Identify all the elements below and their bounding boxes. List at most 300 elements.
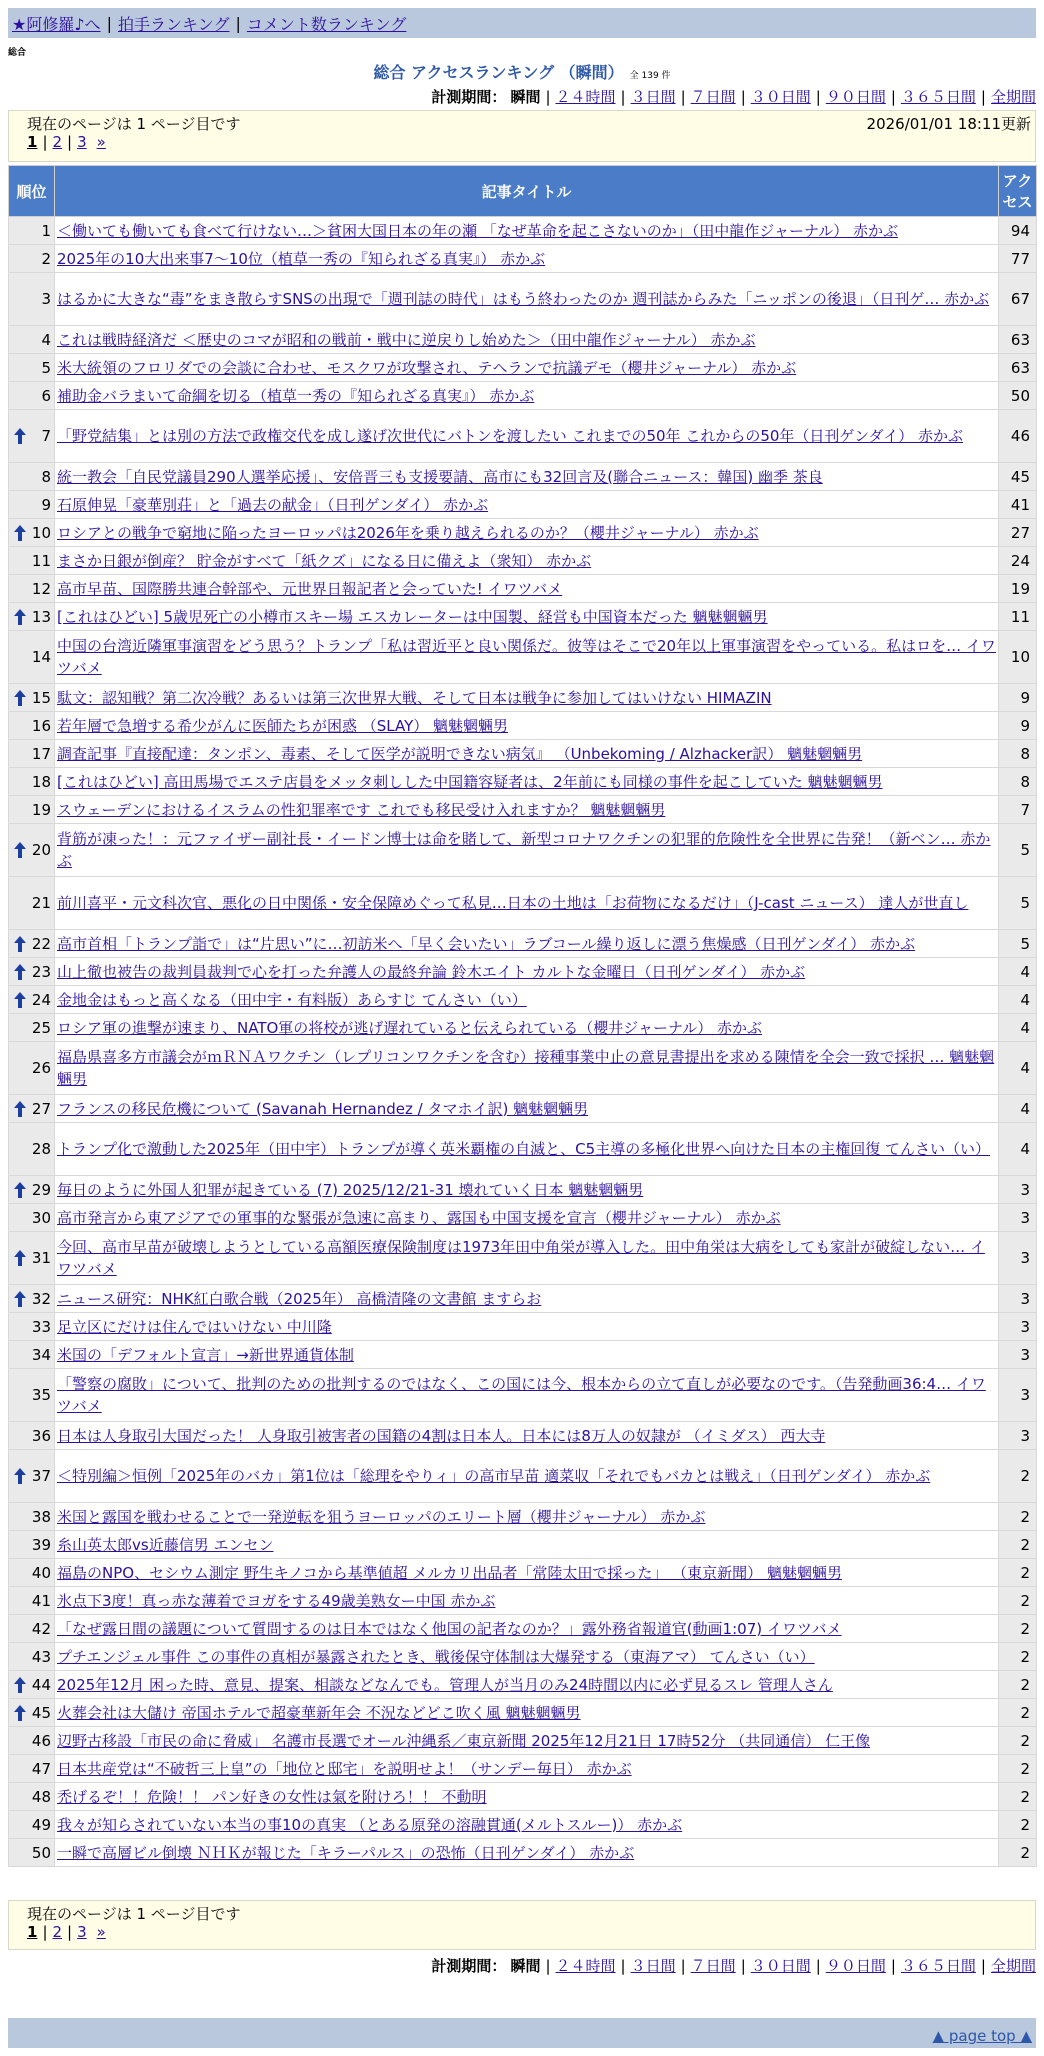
table-row [9, 519, 1037, 547]
period-link[interactable]: 全期間 [990, 88, 1036, 106]
title-cell [55, 1559, 999, 1587]
rank-number: 48 [31, 1787, 51, 1806]
period-link[interactable]: ９０日間 [825, 1957, 886, 1975]
access-count: 2 [999, 1755, 1037, 1783]
period-link[interactable]: ３０日間 [750, 88, 811, 106]
article-link[interactable]: プチエンジェル事件 この事件の真相が暴露されたとき、戦後保守体制は大爆発する（東海アマ） てんさい（い） [57, 1647, 815, 1666]
article-link[interactable]: ロシアとの戦争で窮地に陥ったヨーロッパは2026年を乗り越えられるのか？（櫻井ジャーナル） 赤かぶ [57, 523, 759, 542]
access-count: 3 [999, 1204, 1037, 1232]
rank-number: 35 [31, 1386, 51, 1404]
table-row [9, 217, 1037, 245]
table-row [9, 1839, 1037, 1867]
article-link[interactable]: 若年層で急増する希少がんに医師たちが困惑 （SLAY） 魑魅魍魎男 [57, 716, 509, 735]
article-link[interactable]: はるかに大きな“毒”をまき散らすSNSの出現で「週刊誌の時代」はもう終わったのか 週刊誌からみた「ニッポンの後退」（日刊ゲ… 赤かぶ [57, 290, 990, 308]
rank-up-arrow-icon [14, 1705, 26, 1721]
table-row [9, 1811, 1037, 1839]
title-cell [55, 1369, 999, 1422]
access-count: 77 [999, 245, 1037, 273]
rank-number: 6 [41, 386, 51, 405]
table-row [9, 1559, 1037, 1587]
period-label: 計測期間： [431, 1957, 507, 1975]
access-count: 2 [999, 1839, 1037, 1867]
title-cell [55, 273, 999, 326]
table-row [9, 740, 1037, 768]
applause-ranking-link[interactable]: 拍手ランキング [117, 14, 230, 34]
title-cell [55, 824, 999, 877]
period-link[interactable]: 全期間 [990, 1957, 1036, 1975]
article-link[interactable]: 「警察の腐敗」について、批判のための批判するのではなく、この国には今、根本からの立て直しが必要なのです。（告発動画36:4… イワツバメ [57, 1375, 986, 1415]
article-link[interactable]: 足立区にだけは住んではいけない 中川隆 [57, 1317, 332, 1336]
article-link[interactable]: ニュース研究：NHK紅白歌合戦（2025年） 高橋清隆の文書館 ますらお [57, 1289, 542, 1308]
title-cell [55, 519, 999, 547]
article-link[interactable]: ＜働いても働いても食べて行けない…＞貧困大国日本の年の瀬 「なぜ革命を起こさないのか」（田中龍作ジャーナル） 赤かぶ [57, 221, 898, 240]
access-count: 45 [999, 463, 1037, 491]
rank-up-arrow-icon [14, 1468, 26, 1484]
separator: | [545, 1957, 551, 1975]
rank-cell [9, 1204, 55, 1232]
title-cell [55, 986, 999, 1014]
rank-cell [9, 930, 55, 958]
period-link[interactable]: ７日間 [690, 88, 736, 106]
next-page-link[interactable]: » [96, 133, 106, 151]
title-cell [55, 1839, 999, 1867]
article-link[interactable]: 高市発言から東アジアでの軍事的な緊張が急速に高まり、露国も中国支援を宣言（櫻井ジャーナル） 赤かぶ [57, 1208, 781, 1227]
current-page-text: 現在のページは 1 ページ目です [27, 115, 241, 133]
rank-number: 18 [31, 772, 51, 791]
top-navigation [8, 8, 1036, 38]
article-link[interactable]: スウェーデンにおけるイスラムの性犯罪率です これでも移民受け入れますか？ 魑魅魍魎男 [57, 800, 666, 819]
article-link[interactable]: ＜特別編＞恒例「2025年のバカ」第1位は「総理をやりィ」の高市早苗 適菜収「それでもバカとは戦え」（日刊ゲンダイ） 赤かぶ [57, 1467, 931, 1485]
rank-up-arrow-icon [14, 964, 26, 980]
rank-number: 4 [41, 330, 51, 349]
access-count: 2 [999, 1671, 1037, 1699]
table-row [9, 1285, 1037, 1313]
article-link[interactable]: 米国と露国を戦わせることで一発逆転を狙うヨーロッパのエリート層（櫻井ジャーナル） 赤かぶ [57, 1507, 706, 1526]
article-link[interactable]: 米大統領のフロリダでの会談に合わせ、モスクワが攻撃され、テヘランで抗議デモ（櫻井ジャーナル） 赤かぶ [57, 358, 797, 377]
title-cell [55, 1450, 999, 1503]
rank-cell [9, 631, 55, 684]
table-row [9, 1783, 1037, 1811]
rank-cell [9, 410, 55, 463]
access-count: 2 [999, 1615, 1037, 1643]
separator: | [42, 133, 48, 151]
separator: | [545, 88, 551, 106]
rank-number: 11 [31, 551, 51, 570]
page-link[interactable]: 2 [52, 1923, 63, 1941]
access-count: 2 [999, 1643, 1037, 1671]
separator: | [815, 88, 821, 106]
article-link[interactable]: トランプ化で激動した2025年（田中宇）トランプが導く英米覇権の自滅と、C5主導の多極化世界へ向けた日本の主権回復 てんさい（い） [57, 1140, 990, 1158]
article-link[interactable]: 日本共産党は“不破哲三上皇”の「地位と邸宅」を説明せよ！（サンデー毎日） 赤かぶ [57, 1759, 632, 1778]
period-link[interactable]: ３６５日間 [900, 88, 976, 106]
article-link[interactable]: 高市首相「トランプ詣で」は“片思い”に…初訪米へ「早く会いたい」ラブコール繰り返しに漂う焦燥感（日刊ゲンダイ） 赤かぶ [57, 934, 916, 953]
article-link[interactable]: 中国の台湾近隣軍事演習をどう思う？トランプ「私は習近平と良い関係だ。彼等はそこで20年以上軍事演習をやっている。私はロを… イワツバメ [57, 637, 996, 677]
rank-number: 15 [31, 688, 51, 707]
article-link[interactable]: [これはひどい] 5歳児死亡の小樽市スキー場 エスカレーターは中国製、経営も中国資本だった 魑魅魍魎男 [57, 607, 768, 626]
table-row [9, 1615, 1037, 1643]
rank-cell [9, 740, 55, 768]
rank-up-arrow-icon [14, 1182, 26, 1198]
rank-number: 30 [31, 1208, 51, 1227]
article-link[interactable]: 一瞬で高層ビル倒壊 ＮＨＫが報じた「キラーパルス」の恐怖（日刊ゲンダイ） 赤かぶ [57, 1843, 635, 1862]
title-cell [55, 796, 999, 824]
rank-cell [9, 547, 55, 575]
article-link[interactable]: これは戦時経済だ ＜歴史のコマが昭和の戦前・戦中に逆戻りし始めた＞（田中龍作ジャーナル） 赤かぶ [57, 330, 756, 349]
access-count: 9 [999, 684, 1037, 712]
title-cell [55, 930, 999, 958]
article-link[interactable]: 2025年12月 困った時、意見、提案、相談などなんでも。管理人が当月のみ24時間以内に必ず見るスレ 管理人さん [57, 1675, 833, 1694]
access-count: 11 [999, 603, 1037, 631]
table-row [9, 382, 1037, 410]
rank-up-arrow-icon [14, 936, 26, 952]
article-link[interactable]: 統一教会「自民党議員290人選挙応援」、安倍晋三も支援要請、高市にも32回言及(聯合ニュース：韓国) 幽季 茶良 [57, 467, 823, 486]
access-count: 8 [999, 768, 1037, 796]
next-page-link[interactable]: » [96, 1923, 106, 1941]
title-cell [55, 1313, 999, 1341]
title-cell [55, 740, 999, 768]
article-link[interactable]: 米国の「デフォルト宣言」→新世界通貨体制 [57, 1345, 354, 1364]
rank-number: 36 [31, 1426, 51, 1445]
rank-cell [9, 1285, 55, 1313]
title-cell [55, 1699, 999, 1727]
rank-cell [9, 1042, 55, 1095]
category-label: 総合 [8, 48, 27, 58]
access-count: 41 [999, 491, 1037, 519]
article-link[interactable]: 今回、高市早苗が破壊しようとしている高額医療保険制度は1973年田中角栄が導入した。田中角栄は大病をしても家計が破綻しない… イワツバメ [57, 1238, 985, 1278]
rank-cell [9, 986, 55, 1014]
rank-up-arrow-icon [14, 1250, 26, 1266]
title-cell [55, 877, 999, 930]
separator: | [235, 13, 241, 33]
rank-cell [9, 382, 55, 410]
access-count: 19 [999, 575, 1037, 603]
title-cell [55, 958, 999, 986]
article-link[interactable]: 2025年の10大出来事7～10位（植草一秀の『知られざる真実』） 赤かぶ [57, 249, 546, 268]
separator: | [106, 13, 112, 33]
separator: | [620, 1957, 626, 1975]
page-title: 総合 アクセスランキング （瞬間） [373, 63, 624, 82]
article-link[interactable]: 調査記事『直接配達：タンポン、毒素、そして医学が説明できない病気』 （Unbekoming / Alzhacker訳） 魑魅魍魎男 [57, 744, 863, 763]
rank-cell [9, 1559, 55, 1587]
rank-cell [9, 354, 55, 382]
rank-up-arrow-icon [14, 690, 26, 706]
rank-number: 49 [31, 1815, 51, 1834]
article-link[interactable]: 山上徹也被告の裁判員裁判で心を打った弁護人の最終弁論 鈴木エイト カルトな金曜日（日刊ゲンダイ） 赤かぶ [57, 962, 806, 981]
access-count: 4 [999, 1095, 1037, 1123]
article-link[interactable]: 毎日のように外国人犯罪が起きている (7) 2025/12/21-31 壊れていく日本 魑魅魍魎男 [57, 1180, 644, 1199]
rank-number: 1 [41, 221, 51, 240]
home-link[interactable]: ★阿修羅♪へ [12, 14, 101, 34]
rank-number: 33 [31, 1317, 51, 1336]
access-count: 2 [999, 1811, 1037, 1839]
article-link[interactable]: [これはひどい] 高田馬場でエステ店員をメッタ刺しした中国籍容疑者は、2年前にも同様の事件を起こしていた 魑魅魍魎男 [57, 772, 883, 791]
rank-cell [9, 1232, 55, 1285]
article-link[interactable]: 「なぜ露日間の議題について質問するのは日本ではなく他国の記者なのか？」露外務省報道官(動画1:07) イワツバメ [57, 1619, 842, 1638]
table-row [9, 631, 1037, 684]
table-row [9, 1232, 1037, 1285]
access-count: 2 [999, 1503, 1037, 1531]
rank-number: 25 [31, 1018, 51, 1037]
table-row [9, 1503, 1037, 1531]
period-selector [431, 86, 1036, 107]
title-cell [55, 354, 999, 382]
separator: | [67, 1923, 73, 1941]
article-link[interactable]: 背筋が凍った！：元ファイザー副社長・イードン博士は命を賭して、新型コロナワクチンの犯罪的危険性を全世界に告発！（新ベン… 赤かぶ [57, 830, 991, 870]
access-count: 63 [999, 354, 1037, 382]
rank-cell [9, 273, 55, 326]
access-count: 46 [999, 410, 1037, 463]
rank-cell [9, 1727, 55, 1755]
period-link[interactable]: ２４時間 [555, 1957, 616, 1975]
table-row [9, 1014, 1037, 1042]
period-link[interactable]: ２４時間 [555, 88, 616, 106]
access-count: 3 [999, 1369, 1037, 1422]
title-cell [55, 1643, 999, 1671]
table-row [9, 796, 1037, 824]
comment-ranking-link[interactable]: コメント数ランキング [246, 14, 407, 34]
table-row [9, 877, 1037, 930]
page-link[interactable]: 3 [77, 1923, 87, 1941]
rank-number: 13 [31, 607, 51, 626]
page-current: 1 [27, 1923, 38, 1941]
rank-number: 3 [41, 290, 51, 308]
separator: | [890, 1957, 896, 1975]
period-link[interactable]: ７日間 [690, 1957, 736, 1975]
access-count: 3 [999, 1422, 1037, 1450]
article-link[interactable]: 高市早苗、国際勝共連合幹部や、元世界日報記者と会っていた! イワツバメ [57, 579, 563, 598]
article-link[interactable]: 糸山英太郎vs近藤信男 エンセン [57, 1535, 274, 1554]
title-cell [55, 547, 999, 575]
title-cell [55, 1727, 999, 1755]
article-link[interactable]: 氷点下3度！真っ赤な薄着でヨガをする49歳美熟女ー中国 赤かぶ [57, 1591, 496, 1610]
table-row [9, 1123, 1037, 1176]
separator: | [67, 133, 73, 151]
current-page-text: 現在のページは 1 ページ目です [27, 1905, 241, 1923]
period-link[interactable]: ３日間 [630, 1957, 676, 1975]
title-cell [55, 1503, 999, 1531]
title-cell [55, 1204, 999, 1232]
rank-cell [9, 712, 55, 740]
period-link[interactable]: ３０日間 [750, 1957, 811, 1975]
title-cell [55, 1587, 999, 1615]
separator: | [890, 88, 896, 106]
rank-cell [9, 463, 55, 491]
article-link[interactable]: 補助金バラまいて命綱を切る（植草一秀の『知られざる真実』） 赤かぶ [57, 386, 535, 405]
rank-number: 20 [31, 841, 51, 859]
table-row [9, 1204, 1037, 1232]
rank-number: 2 [41, 249, 51, 268]
rank-number: 14 [31, 648, 51, 666]
page-top-link[interactable]: ▲ page top ▲ [932, 2027, 1032, 2045]
period-link[interactable]: ３日間 [630, 88, 676, 106]
title-cell [55, 1123, 999, 1176]
title-cell [55, 1042, 999, 1095]
table-row [9, 986, 1037, 1014]
title-cell [55, 217, 999, 245]
table-row [9, 1450, 1037, 1503]
rank-cell [9, 1699, 55, 1727]
article-link[interactable]: フランスの移民危機について (Savanah Hernandez / タマホイ訳) 魑魅魍魎男 [57, 1099, 589, 1118]
rank-cell [9, 603, 55, 631]
period-label: 計測期間： [431, 88, 507, 106]
rank-number: 12 [31, 579, 51, 598]
table-row [9, 603, 1037, 631]
rank-cell [9, 768, 55, 796]
article-link[interactable]: 辺野古移設「市民の命に脅威」 名護市長選でオール沖縄系／東京新聞 2025年12月21日 17時52分 （共同通信） 仁王像 [57, 1731, 871, 1750]
access-count: 2 [999, 1783, 1037, 1811]
article-link[interactable]: 福島県喜多方市議会がｍＲＮＡワクチン（レプリコンワクチンを含む）接種事業中止の意見書提出を求める陳情を全会一致で採択 … 魑魅魍魎男 [57, 1048, 995, 1088]
rank-cell [9, 1587, 55, 1615]
title-cell [55, 1671, 999, 1699]
rank-cell [9, 1531, 55, 1559]
rank-cell [9, 1014, 55, 1042]
separator: | [680, 1957, 686, 1975]
rank-number: 45 [31, 1703, 51, 1722]
article-link[interactable]: 禿げるぞ！！危険！！ パン好きの女性は氣を附けろ！！ 不動明 [57, 1787, 487, 1806]
article-link[interactable]: 駄文：認知戦？第二次冷戦？あるいは第三次世界大戦、そして日本は戦争に参加してはいけない HIMAZIN [57, 688, 772, 707]
article-link[interactable]: 石原伸晃「豪華別荘」と「過去の献金」（日刊ゲンダイ） 赤かぶ [57, 495, 489, 514]
rank-number: 38 [31, 1507, 51, 1526]
rank-cell [9, 1671, 55, 1699]
rank-number: 19 [31, 800, 51, 819]
table-row [9, 1095, 1037, 1123]
table-row [9, 1531, 1037, 1559]
separator: | [815, 1957, 821, 1975]
access-count: 2 [999, 1559, 1037, 1587]
article-link[interactable]: 「野党結集」とは別の方法で政権交代を成し遂げ次世代にバトンを渡したい これまでの50年 これからの50年（日刊ゲンダイ） 赤かぶ [57, 427, 963, 445]
title-cell [55, 1341, 999, 1369]
access-count: 2 [999, 1450, 1037, 1503]
rank-cell [9, 824, 55, 877]
rank-cell [9, 326, 55, 354]
access-count: 4 [999, 1123, 1037, 1176]
rank-cell [9, 1450, 55, 1503]
table-row [9, 354, 1037, 382]
page-link[interactable]: 3 [77, 133, 87, 151]
table-row [9, 768, 1037, 796]
access-count: 67 [999, 273, 1037, 326]
table-row [9, 273, 1037, 326]
access-count: 3 [999, 1341, 1037, 1369]
rank-cell [9, 1313, 55, 1341]
separator: | [680, 88, 686, 106]
separator: | [980, 1957, 986, 1975]
title-cell [55, 1285, 999, 1313]
table-row [9, 410, 1037, 463]
status-bar-bottom [8, 1900, 1036, 1950]
rank-number: 31 [31, 1249, 51, 1267]
title-cell [55, 712, 999, 740]
rank-header: 順位 [9, 166, 55, 217]
status-bar [8, 110, 1036, 162]
table-row [9, 1643, 1037, 1671]
rank-up-arrow-icon [14, 1101, 26, 1117]
period-current: 瞬間 [510, 88, 541, 106]
page-current: 1 [27, 133, 38, 151]
period-current: 瞬間 [510, 1957, 541, 1975]
title-cell [55, 1422, 999, 1450]
access-count: 3 [999, 1232, 1037, 1285]
rank-up-arrow-icon [14, 525, 26, 541]
table-row [9, 245, 1037, 273]
table-row [9, 958, 1037, 986]
rank-cell [9, 1783, 55, 1811]
pagination [9, 133, 1035, 155]
rank-cell [9, 1176, 55, 1204]
title-cell [55, 326, 999, 354]
rank-cell [9, 958, 55, 986]
period-selector [431, 1955, 1036, 1976]
rank-cell [9, 1643, 55, 1671]
rank-number: 16 [31, 716, 51, 735]
table-row [9, 684, 1037, 712]
table-row [9, 1422, 1037, 1450]
page-link[interactable]: 2 [52, 133, 63, 151]
rank-up-arrow-icon [14, 428, 26, 444]
separator: | [740, 1957, 746, 1975]
rank-cell [9, 1839, 55, 1867]
table-row [9, 1042, 1037, 1095]
rank-number: 37 [31, 1467, 51, 1485]
rank-number: 8 [41, 467, 51, 486]
period-link[interactable]: ３６５日間 [900, 1957, 976, 1975]
rank-number: 28 [31, 1140, 51, 1158]
article-link[interactable]: 火葬会社は大儲け 帝国ホテルで超豪華新年会 不況などどこ吹く風 魑魅魍魎男 [57, 1703, 581, 1722]
title-cell [55, 463, 999, 491]
article-link[interactable]: 日本は人身取引大国だった！ 人身取引被害者の国籍の4割は日本人。日本には8万人の奴隷が （イミダス） 西大寺 [57, 1426, 826, 1445]
table-row [9, 575, 1037, 603]
rank-number: 26 [31, 1059, 51, 1077]
table-row [9, 1727, 1037, 1755]
article-link[interactable]: 前川喜平・元文科次官、悪化の日中関係・安全保障めぐって私見…日本の土地は「お荷物になるだけ」（J-cast ニュース） 達人が世直し [57, 894, 969, 912]
access-header: アクセス [999, 166, 1037, 217]
table-row [9, 491, 1037, 519]
title-cell [55, 382, 999, 410]
access-count: 9 [999, 712, 1037, 740]
article-link[interactable]: 金地金はもっと高くなる（田中宇・有料版）あらすじ てんさい（い） [57, 990, 527, 1009]
table-row [9, 1587, 1037, 1615]
article-link[interactable]: まさか日銀が倒産？ 貯金がすべて「紙クズ」になる日に備えよ（衆知） 赤かぶ [57, 551, 592, 570]
period-link[interactable]: ９０日間 [825, 88, 886, 106]
rank-cell [9, 1123, 55, 1176]
item-count: 全 139 件 [629, 71, 671, 81]
access-count: 50 [999, 382, 1037, 410]
rank-cell [9, 1369, 55, 1422]
rank-number: 43 [31, 1647, 51, 1666]
access-count: 2 [999, 1727, 1037, 1755]
access-count: 4 [999, 1042, 1037, 1095]
table-row [9, 930, 1037, 958]
title-cell [55, 1615, 999, 1643]
rank-cell [9, 1503, 55, 1531]
rank-number: 41 [31, 1591, 51, 1610]
rank-number: 5 [41, 358, 51, 377]
rank-number: 29 [31, 1180, 51, 1199]
access-count: 4 [999, 958, 1037, 986]
table-row [9, 1671, 1037, 1699]
table-row [9, 1313, 1037, 1341]
rank-cell [9, 1755, 55, 1783]
article-link[interactable]: 福島のNPO、セシウム測定 野生キノコから基準値超 メルカリ出品者「常陸太田で採った」 （東京新聞） 魑魅魍魎男 [57, 1563, 842, 1582]
rank-cell [9, 1095, 55, 1123]
title-header: 記事タイトル [55, 166, 999, 217]
rank-up-arrow-icon [14, 992, 26, 1008]
rank-number: 27 [31, 1099, 51, 1118]
access-count: 3 [999, 1285, 1037, 1313]
article-link[interactable]: 我々が知らされていない本当の事10の真実 （とある原発の溶融貫通(メルトスルー)） 赤かぶ [57, 1815, 683, 1834]
article-link[interactable]: ロシア軍の進撃が速まり、NATO軍の将校が逃げ遅れていると伝えられている（櫻井ジャーナル） 赤かぶ [57, 1018, 763, 1037]
rank-cell [9, 1615, 55, 1643]
